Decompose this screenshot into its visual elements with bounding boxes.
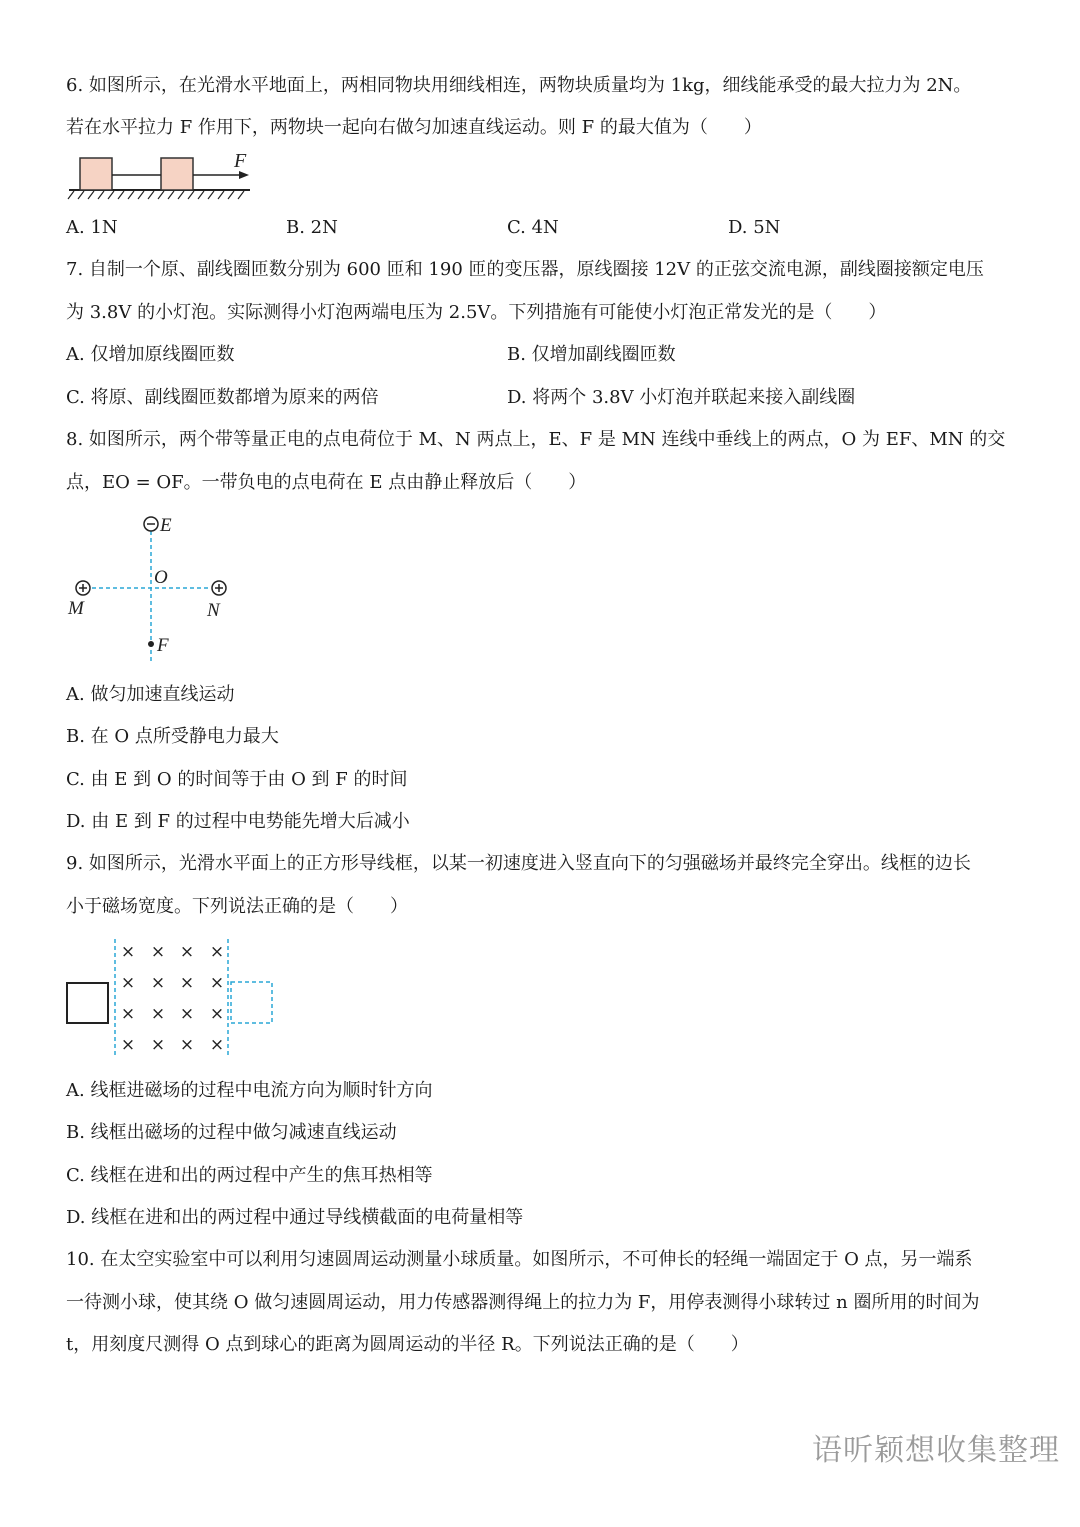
q8-figure <box>62 508 242 672</box>
svg-text:×: × <box>120 942 136 962</box>
q10-line-2: 一待测小球，使其绕 O 做匀速圆周运动，用力传感器测得绳上的拉力为 F，用停表测得小球转过 n 圈所用的时间为 <box>66 1292 980 1313</box>
q8-line-2: 点，EO = OF。一带负电的点电荷在 E 点由静止释放后（ ） <box>66 472 587 493</box>
svg-text:×: × <box>209 1035 225 1055</box>
force-label: F <box>234 150 247 172</box>
label-n: N <box>207 600 220 621</box>
q8-option-b: B. 在 O 点所受静电力最大 <box>66 726 279 747</box>
q6-line-2: 若在水平拉力 F 作用下，两物块一起向右做匀加速直线运动。则 F 的最大值为（ ） <box>66 117 762 138</box>
svg-text:×: × <box>120 1035 136 1055</box>
q6-option-c: C. 4N <box>507 217 559 238</box>
q9-option-b: B. 线框出磁场的过程中做匀减速直线运动 <box>66 1122 397 1143</box>
q7-option-d: D. 将两个 3.8V 小灯泡并联起来接入副线圈 <box>507 387 856 408</box>
q8-option-d: D. 由 E 到 F 的过程中电势能先增大后减小 <box>66 811 410 832</box>
q8-option-a: A. 做匀加速直线运动 <box>66 684 235 705</box>
magnetic-field-crosses <box>121 942 224 1055</box>
svg-text:×: × <box>179 942 195 962</box>
label-f: F <box>157 635 169 656</box>
q7-option-b: B. 仅增加副线圈匝数 <box>507 344 676 365</box>
svg-text:×: × <box>150 1035 166 1055</box>
svg-text:×: × <box>209 973 225 993</box>
q6-figure <box>64 150 260 208</box>
svg-text:×: × <box>150 973 166 993</box>
svg-text:×: × <box>209 1004 225 1024</box>
svg-text:×: × <box>120 1004 136 1024</box>
q7-option-a: A. 仅增加原线圈匝数 <box>66 344 235 365</box>
svg-text:×: × <box>120 973 136 993</box>
point-f <box>148 641 154 647</box>
q6-option-b: B. 2N <box>286 217 338 238</box>
q7-line-1: 7. 自制一个原、副线圈匝数分别为 600 匝和 190 匝的变压器，原线圈接 12V 的正弦交流电源，副线圈接额定电压 <box>66 259 984 280</box>
q9-option-a: A. 线框进磁场的过程中电流方向为顺时针方向 <box>66 1080 433 1101</box>
force-arrowhead <box>239 171 249 179</box>
q10-line-3: t，用刻度尺测得 O 点到球心的距离为圆周运动的半径 R。下列说法正确的是（ ） <box>66 1334 749 1355</box>
q9-option-c: C. 线框在进和出的两过程中产生的焦耳热相等 <box>66 1165 433 1186</box>
svg-text:×: × <box>150 1004 166 1024</box>
watermark: 语听颖想收集整理 <box>812 1433 1060 1468</box>
ground-hatching <box>68 191 244 199</box>
svg-text:×: × <box>179 1035 195 1055</box>
block-right <box>161 158 193 190</box>
q7-line-2: 为 3.8V 的小灯泡。实际测得小灯泡两端电压为 2.5V。下列措施有可能使小灯泡正常发光的是（ ） <box>66 302 887 323</box>
q9-line-2: 小于磁场宽度。下列说法正确的是（ ） <box>66 896 408 917</box>
wire-frame-square <box>67 983 108 1023</box>
svg-text:×: × <box>179 1004 195 1024</box>
frame-exit-position <box>231 982 272 1023</box>
svg-text:×: × <box>209 942 225 962</box>
label-m: M <box>68 598 84 619</box>
q10-line-1: 10. 在太空实验室中可以利用匀速圆周运动测量小球质量。如图所示，不可伸长的轻绳一端固定于 O 点，另一端系 <box>66 1249 973 1270</box>
q6-option-d: D. 5N <box>728 217 781 238</box>
q7-option-c: C. 将原、副线圈匝数都增为原来的两倍 <box>66 387 379 408</box>
q6-option-a: A. 1N <box>66 217 118 238</box>
label-e: E <box>160 515 172 536</box>
svg-text:×: × <box>179 973 195 993</box>
q8-line-1: 8. 如图所示，两个带等量正电的点电荷位于 M、N 两点上，E、F 是 MN 连线中垂线上的两点，O 为 EF、MN 的交 <box>66 429 1006 450</box>
label-o: O <box>154 567 168 588</box>
svg-text:×: × <box>150 942 166 962</box>
q9-figure <box>62 936 278 1060</box>
q9-option-d: D. 线框在进和出的两过程中通过导线横截面的电荷量相等 <box>66 1207 524 1228</box>
q9-line-1: 9. 如图所示，光滑水平面上的正方形导线框，以某一初速度进入竖直向下的匀强磁场并最终完全穿出。线框的边长 <box>66 853 971 874</box>
q6-line-1: 6. 如图所示，在光滑水平地面上，两相同物块用细线相连，两物块质量均为 1kg，细线能承受的最大拉力为 2N。 <box>66 75 972 96</box>
block-left <box>80 158 112 190</box>
q8-option-c: C. 由 E 到 O 的时间等于由 O 到 F 的时间 <box>66 769 408 790</box>
